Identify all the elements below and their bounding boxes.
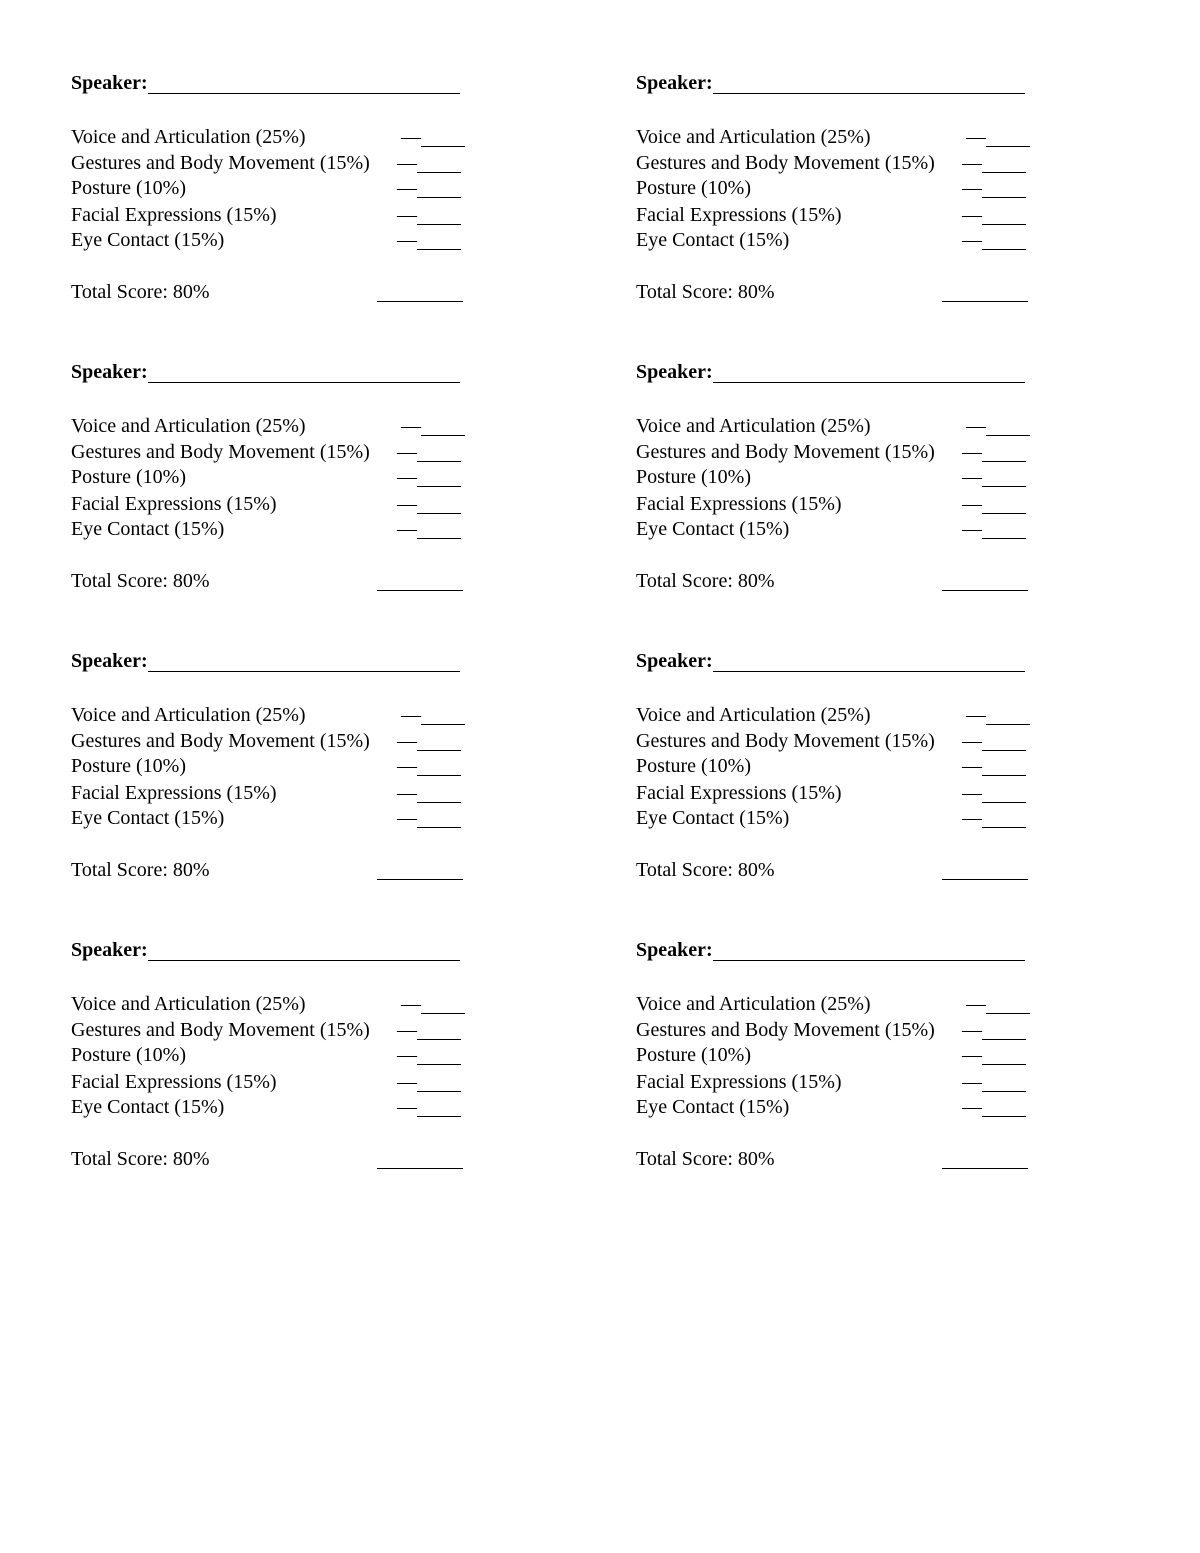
criterion-row bbox=[636, 150, 1036, 176]
score-blank[interactable] bbox=[417, 1096, 461, 1117]
score-slot bbox=[397, 753, 461, 779]
score-blank[interactable] bbox=[417, 229, 461, 250]
score-dash: — bbox=[962, 152, 982, 174]
total-score-label: Total Score: 80% bbox=[71, 281, 210, 303]
criterion-label: Eye Contact (15%) bbox=[71, 229, 225, 251]
criterion-row bbox=[71, 991, 471, 1017]
score-blank[interactable] bbox=[982, 493, 1026, 514]
score-slot bbox=[962, 202, 1026, 228]
criterion-label: Posture (10%) bbox=[636, 1044, 751, 1066]
score-dash: — bbox=[397, 152, 417, 174]
criterion-row bbox=[71, 516, 471, 542]
speaker-line bbox=[71, 70, 460, 96]
criterion-label: Voice and Articulation (25%) bbox=[71, 993, 306, 1015]
score-slot bbox=[962, 1069, 1026, 1095]
score-blank[interactable] bbox=[982, 782, 1026, 803]
speaker-rubric-card bbox=[636, 70, 1036, 320]
score-slot bbox=[397, 1094, 461, 1120]
criterion-row bbox=[636, 439, 1036, 465]
score-dash: — bbox=[962, 807, 982, 829]
speaker-rubric-card bbox=[636, 359, 1036, 609]
criterion-label: Gestures and Body Movement (15%) bbox=[71, 730, 370, 752]
criterion-row bbox=[636, 728, 1036, 754]
score-dash: — bbox=[401, 415, 421, 437]
score-dash: — bbox=[397, 466, 417, 488]
score-blank[interactable] bbox=[417, 204, 461, 225]
speaker-label: Speaker: bbox=[71, 72, 148, 94]
speaker-line bbox=[71, 937, 460, 963]
score-dash: — bbox=[962, 755, 982, 777]
score-slot bbox=[397, 491, 461, 517]
total-score-label: Total Score: 80% bbox=[71, 570, 210, 592]
total-score-row bbox=[71, 1146, 471, 1172]
score-slot bbox=[966, 702, 1030, 728]
speaker-line bbox=[71, 359, 460, 385]
criterion-label: Posture (10%) bbox=[636, 755, 751, 777]
score-dash: — bbox=[397, 1019, 417, 1041]
speaker-rubric-card bbox=[71, 648, 471, 898]
score-dash: — bbox=[962, 1071, 982, 1093]
criterion-label: Voice and Articulation (25%) bbox=[71, 126, 306, 148]
criterion-row bbox=[71, 702, 471, 728]
score-slot bbox=[397, 516, 461, 542]
score-dash: — bbox=[401, 126, 421, 148]
criterion-row bbox=[71, 753, 471, 779]
score-blank[interactable] bbox=[417, 1019, 461, 1040]
score-blank[interactable] bbox=[986, 126, 1030, 147]
total-score-label: Total Score: 80% bbox=[636, 570, 775, 592]
criterion-row bbox=[636, 805, 1036, 831]
score-dash: — bbox=[966, 415, 986, 437]
criterion-label: Posture (10%) bbox=[71, 755, 186, 777]
score-dash: — bbox=[397, 493, 417, 515]
criterion-label: Voice and Articulation (25%) bbox=[636, 126, 871, 148]
score-slot bbox=[397, 805, 461, 831]
score-blank[interactable] bbox=[982, 1019, 1026, 1040]
score-dash: — bbox=[397, 1071, 417, 1093]
score-blank[interactable] bbox=[982, 152, 1026, 173]
score-blank[interactable] bbox=[417, 493, 461, 514]
total-score-blank[interactable] bbox=[942, 568, 1028, 591]
score-slot bbox=[966, 991, 1030, 1017]
criterion-row bbox=[636, 753, 1036, 779]
score-dash: — bbox=[397, 1096, 417, 1118]
criterion-row bbox=[71, 1042, 471, 1068]
score-slot bbox=[962, 516, 1026, 542]
score-blank[interactable] bbox=[982, 1044, 1026, 1065]
speaker-line bbox=[636, 359, 1025, 385]
total-score-blank[interactable] bbox=[942, 857, 1028, 880]
criterion-row bbox=[636, 1017, 1036, 1043]
criterion-label: Facial Expressions (15%) bbox=[71, 782, 277, 804]
speaker-name-blank[interactable] bbox=[148, 940, 460, 961]
criterion-row bbox=[636, 227, 1036, 253]
criterion-row bbox=[636, 202, 1036, 228]
speaker-line bbox=[636, 70, 1025, 96]
criterion-label: Facial Expressions (15%) bbox=[71, 204, 277, 226]
score-blank[interactable] bbox=[417, 466, 461, 487]
score-blank[interactable] bbox=[417, 177, 461, 198]
criterion-row bbox=[71, 413, 471, 439]
criterion-row bbox=[636, 124, 1036, 150]
criterion-label: Voice and Articulation (25%) bbox=[71, 415, 306, 437]
criterion-label: Eye Contact (15%) bbox=[636, 518, 790, 540]
criterion-row bbox=[636, 1069, 1036, 1095]
score-blank[interactable] bbox=[417, 152, 461, 173]
criterion-row bbox=[71, 1017, 471, 1043]
score-blank[interactable] bbox=[982, 730, 1026, 751]
score-blank[interactable] bbox=[982, 1096, 1026, 1117]
score-dash: — bbox=[397, 518, 417, 540]
speaker-line bbox=[636, 648, 1025, 674]
speaker-label: Speaker: bbox=[636, 361, 713, 383]
score-dash: — bbox=[962, 730, 982, 752]
total-score-label: Total Score: 80% bbox=[71, 859, 210, 881]
criterion-row bbox=[71, 1069, 471, 1095]
score-dash: — bbox=[397, 807, 417, 829]
score-slot bbox=[962, 1094, 1026, 1120]
score-dash: — bbox=[397, 177, 417, 199]
speaker-rubric-card bbox=[636, 648, 1036, 898]
score-slot bbox=[397, 150, 461, 176]
speaker-line bbox=[71, 648, 460, 674]
score-slot bbox=[962, 753, 1026, 779]
score-slot bbox=[397, 227, 461, 253]
score-slot bbox=[397, 175, 461, 201]
score-dash: — bbox=[962, 1044, 982, 1066]
criterion-row bbox=[636, 413, 1036, 439]
score-blank[interactable] bbox=[982, 177, 1026, 198]
criterion-row bbox=[71, 124, 471, 150]
speaker-label: Speaker: bbox=[71, 939, 148, 961]
score-dash: — bbox=[397, 730, 417, 752]
score-slot bbox=[397, 464, 461, 490]
criterion-row bbox=[636, 702, 1036, 728]
criterion-label: Gestures and Body Movement (15%) bbox=[71, 1019, 370, 1041]
total-score-row bbox=[71, 279, 471, 305]
score-blank[interactable] bbox=[982, 1071, 1026, 1092]
speaker-label: Speaker: bbox=[71, 650, 148, 672]
score-dash: — bbox=[397, 441, 417, 463]
criterion-label: Posture (10%) bbox=[71, 1044, 186, 1066]
score-dash: — bbox=[962, 1019, 982, 1041]
criterion-label: Eye Contact (15%) bbox=[636, 229, 790, 251]
criterion-row bbox=[71, 150, 471, 176]
score-blank[interactable] bbox=[982, 518, 1026, 539]
total-score-row bbox=[636, 568, 1036, 594]
score-dash: — bbox=[962, 782, 982, 804]
criterion-label: Facial Expressions (15%) bbox=[636, 204, 842, 226]
criterion-row bbox=[636, 491, 1036, 517]
criterion-label: Gestures and Body Movement (15%) bbox=[636, 441, 935, 463]
criterion-label: Eye Contact (15%) bbox=[636, 807, 790, 829]
score-slot bbox=[397, 780, 461, 806]
score-dash: — bbox=[397, 229, 417, 251]
criterion-label: Gestures and Body Movement (15%) bbox=[71, 441, 370, 463]
score-blank[interactable] bbox=[982, 755, 1026, 776]
criterion-row bbox=[636, 1042, 1036, 1068]
score-slot bbox=[962, 439, 1026, 465]
score-slot bbox=[962, 1042, 1026, 1068]
score-blank[interactable] bbox=[982, 229, 1026, 250]
score-dash: — bbox=[966, 993, 986, 1015]
total-score-blank[interactable] bbox=[942, 279, 1028, 302]
criterion-label: Eye Contact (15%) bbox=[71, 807, 225, 829]
score-blank[interactable] bbox=[986, 704, 1030, 725]
criterion-row bbox=[636, 464, 1036, 490]
score-slot bbox=[401, 413, 465, 439]
score-slot bbox=[401, 991, 465, 1017]
speaker-rubric-card bbox=[636, 937, 1036, 1187]
score-dash: — bbox=[962, 466, 982, 488]
speaker-name-blank[interactable] bbox=[148, 362, 460, 383]
score-slot bbox=[401, 124, 465, 150]
total-score-label: Total Score: 80% bbox=[71, 1148, 210, 1170]
score-dash: — bbox=[962, 441, 982, 463]
score-dash: — bbox=[962, 493, 982, 515]
criterion-label: Facial Expressions (15%) bbox=[71, 1071, 277, 1093]
criterion-label: Gestures and Body Movement (15%) bbox=[636, 730, 935, 752]
score-slot bbox=[962, 227, 1026, 253]
criterion-label: Facial Expressions (15%) bbox=[636, 493, 842, 515]
score-slot bbox=[962, 175, 1026, 201]
score-slot bbox=[962, 491, 1026, 517]
score-dash: — bbox=[397, 782, 417, 804]
speaker-label: Speaker: bbox=[636, 72, 713, 94]
criterion-label: Voice and Articulation (25%) bbox=[636, 993, 871, 1015]
criterion-row bbox=[71, 439, 471, 465]
speaker-name-blank[interactable] bbox=[713, 940, 1025, 961]
score-blank[interactable] bbox=[417, 1044, 461, 1065]
score-slot bbox=[962, 464, 1026, 490]
criterion-row bbox=[71, 780, 471, 806]
total-score-label: Total Score: 80% bbox=[636, 1148, 775, 1170]
speaker-name-blank[interactable] bbox=[713, 73, 1025, 94]
score-dash: — bbox=[962, 229, 982, 251]
speaker-label: Speaker: bbox=[71, 361, 148, 383]
score-slot bbox=[962, 780, 1026, 806]
speaker-name-blank[interactable] bbox=[148, 651, 460, 672]
total-score-blank[interactable] bbox=[377, 857, 463, 880]
criterion-label: Posture (10%) bbox=[636, 466, 751, 488]
score-slot bbox=[397, 202, 461, 228]
total-score-row bbox=[636, 1146, 1036, 1172]
criterion-label: Gestures and Body Movement (15%) bbox=[636, 152, 935, 174]
speaker-line bbox=[636, 937, 1025, 963]
score-blank[interactable] bbox=[986, 415, 1030, 436]
score-dash: — bbox=[966, 126, 986, 148]
criterion-row bbox=[636, 1094, 1036, 1120]
total-score-row bbox=[636, 279, 1036, 305]
criterion-label: Gestures and Body Movement (15%) bbox=[71, 152, 370, 174]
criterion-label: Eye Contact (15%) bbox=[71, 518, 225, 540]
total-score-row bbox=[71, 857, 471, 883]
total-score-blank[interactable] bbox=[377, 1146, 463, 1169]
criterion-label: Voice and Articulation (25%) bbox=[71, 704, 306, 726]
criterion-label: Gestures and Body Movement (15%) bbox=[636, 1019, 935, 1041]
score-slot bbox=[962, 728, 1026, 754]
score-dash: — bbox=[401, 704, 421, 726]
total-score-blank[interactable] bbox=[377, 568, 463, 591]
criterion-label: Posture (10%) bbox=[71, 177, 186, 199]
score-dash: — bbox=[962, 177, 982, 199]
score-dash: — bbox=[966, 704, 986, 726]
criterion-label: Voice and Articulation (25%) bbox=[636, 704, 871, 726]
total-score-row bbox=[636, 857, 1036, 883]
criterion-row bbox=[71, 202, 471, 228]
score-dash: — bbox=[401, 993, 421, 1015]
speaker-label: Speaker: bbox=[636, 650, 713, 672]
score-dash: — bbox=[962, 1096, 982, 1118]
criterion-row bbox=[71, 491, 471, 517]
score-slot bbox=[397, 1017, 461, 1043]
criterion-label: Posture (10%) bbox=[636, 177, 751, 199]
total-score-blank[interactable] bbox=[377, 279, 463, 302]
speaker-rubric-card bbox=[71, 937, 471, 1187]
criterion-label: Facial Expressions (15%) bbox=[636, 782, 842, 804]
criterion-row bbox=[71, 728, 471, 754]
score-blank[interactable] bbox=[982, 204, 1026, 225]
score-dash: — bbox=[962, 518, 982, 540]
score-slot bbox=[397, 439, 461, 465]
criterion-label: Facial Expressions (15%) bbox=[636, 1071, 842, 1093]
total-score-label: Total Score: 80% bbox=[636, 859, 775, 881]
criterion-row bbox=[71, 227, 471, 253]
score-blank[interactable] bbox=[421, 415, 465, 436]
speaker-name-blank[interactable] bbox=[713, 651, 1025, 672]
score-slot bbox=[401, 702, 465, 728]
criterion-row bbox=[636, 991, 1036, 1017]
criterion-label: Voice and Articulation (25%) bbox=[636, 415, 871, 437]
score-blank[interactable] bbox=[421, 993, 465, 1014]
score-blank[interactable] bbox=[417, 518, 461, 539]
criterion-label: Eye Contact (15%) bbox=[71, 1096, 225, 1118]
score-blank[interactable] bbox=[982, 807, 1026, 828]
score-blank[interactable] bbox=[421, 704, 465, 725]
score-blank[interactable] bbox=[421, 126, 465, 147]
criterion-row bbox=[636, 516, 1036, 542]
score-dash: — bbox=[397, 1044, 417, 1066]
speaker-name-blank[interactable] bbox=[713, 362, 1025, 383]
score-slot bbox=[966, 413, 1030, 439]
criterion-row bbox=[636, 780, 1036, 806]
score-dash: — bbox=[397, 204, 417, 226]
score-blank[interactable] bbox=[417, 1071, 461, 1092]
score-slot bbox=[962, 1017, 1026, 1043]
criterion-row bbox=[636, 175, 1036, 201]
total-score-blank[interactable] bbox=[942, 1146, 1028, 1169]
criterion-label: Posture (10%) bbox=[71, 466, 186, 488]
score-slot bbox=[962, 805, 1026, 831]
score-slot bbox=[397, 1069, 461, 1095]
score-dash: — bbox=[962, 204, 982, 226]
score-blank[interactable] bbox=[986, 993, 1030, 1014]
criterion-label: Facial Expressions (15%) bbox=[71, 493, 277, 515]
score-slot bbox=[966, 124, 1030, 150]
score-slot bbox=[397, 728, 461, 754]
score-dash: — bbox=[397, 755, 417, 777]
speaker-name-blank[interactable] bbox=[148, 73, 460, 94]
score-blank[interactable] bbox=[417, 441, 461, 462]
score-slot bbox=[397, 1042, 461, 1068]
speaker-label: Speaker: bbox=[636, 939, 713, 961]
criterion-row bbox=[71, 175, 471, 201]
speaker-rubric-card bbox=[71, 70, 471, 320]
score-blank[interactable] bbox=[982, 441, 1026, 462]
score-slot bbox=[962, 150, 1026, 176]
total-score-label: Total Score: 80% bbox=[636, 281, 775, 303]
score-blank[interactable] bbox=[417, 807, 461, 828]
speaker-rubric-card bbox=[71, 359, 471, 609]
score-blank[interactable] bbox=[417, 755, 461, 776]
criterion-row bbox=[71, 805, 471, 831]
score-blank[interactable] bbox=[417, 782, 461, 803]
score-blank[interactable] bbox=[982, 466, 1026, 487]
criterion-row bbox=[71, 1094, 471, 1120]
score-blank[interactable] bbox=[417, 730, 461, 751]
total-score-row bbox=[71, 568, 471, 594]
criterion-label: Eye Contact (15%) bbox=[636, 1096, 790, 1118]
criterion-row bbox=[71, 464, 471, 490]
